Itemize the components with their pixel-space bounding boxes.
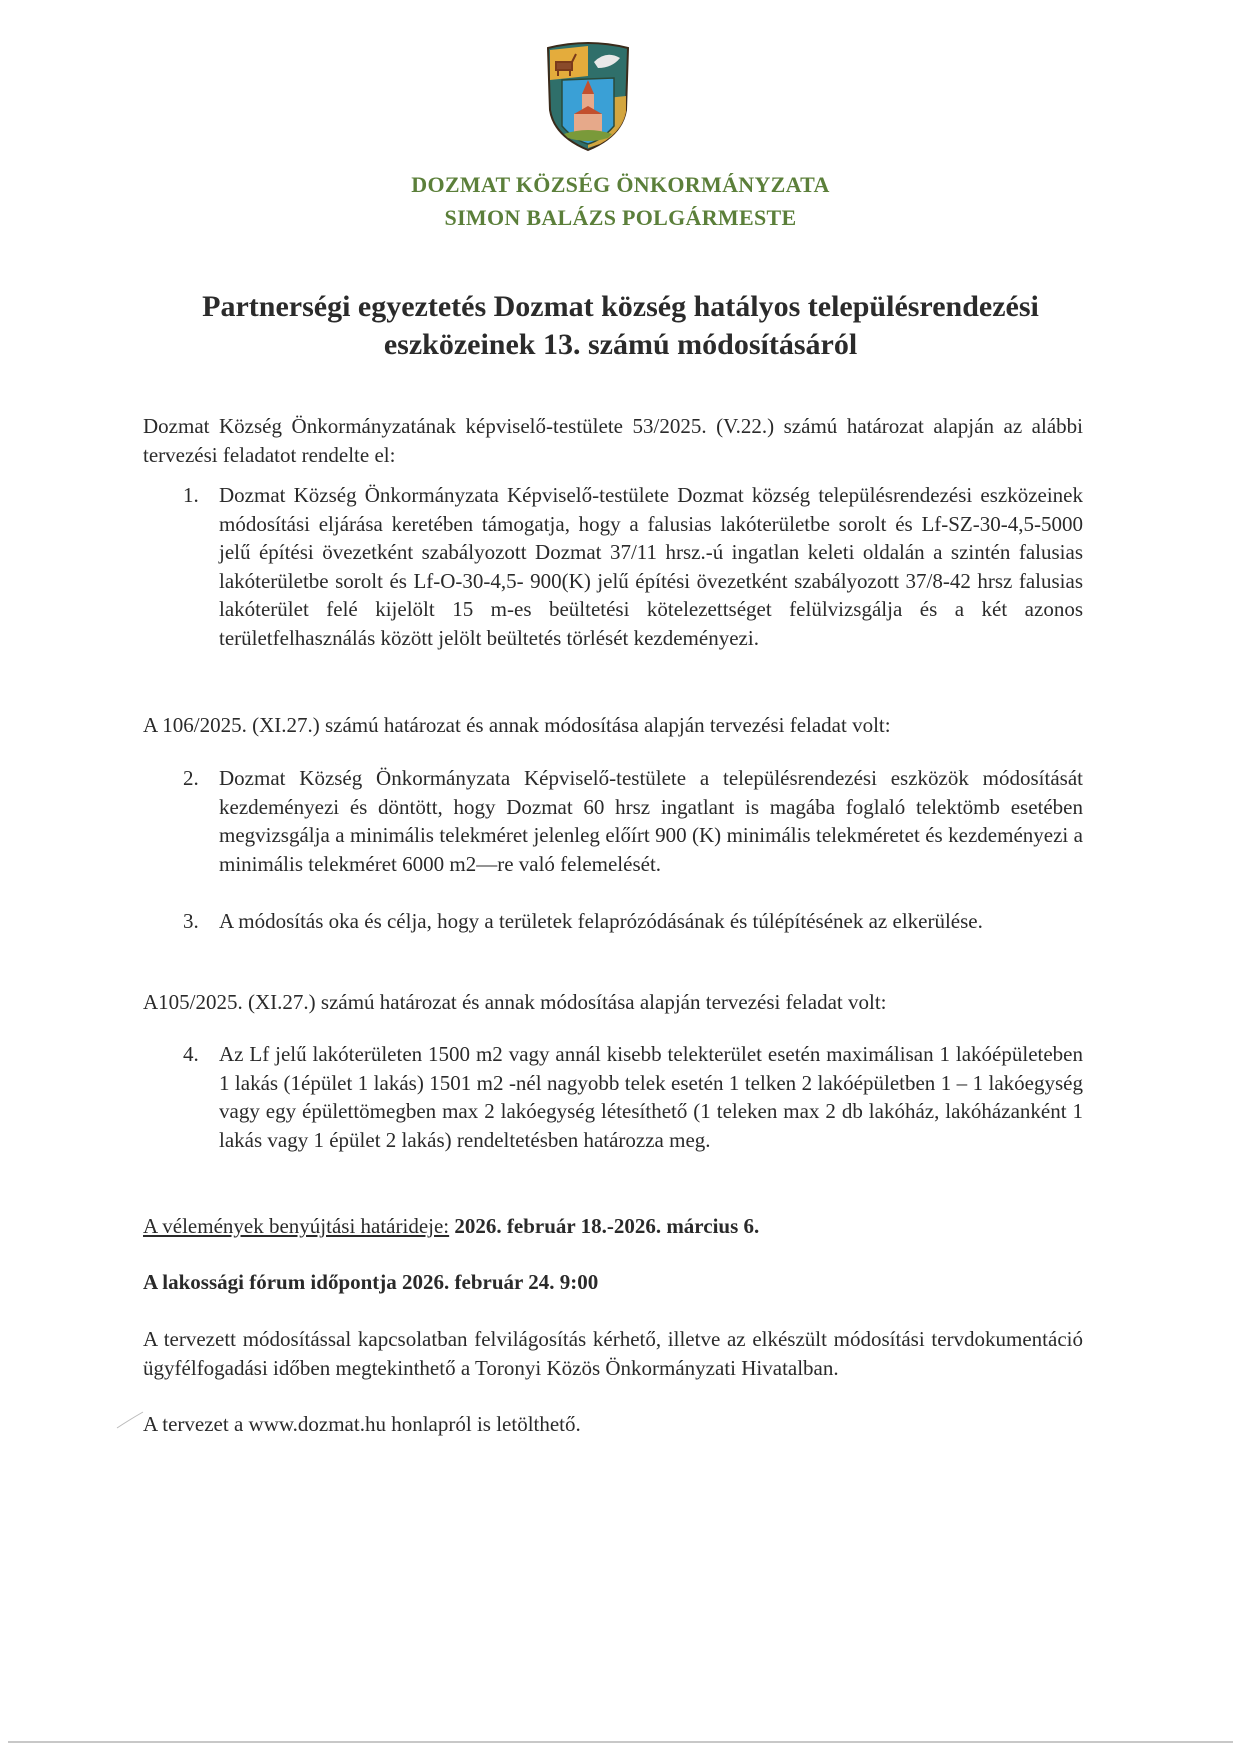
deadline-line — [143, 1212, 1083, 1241]
list-text: A módosítás oka és célja, hogy a területek felaprózódásának és túlépítésének az elkerülése. — [219, 909, 983, 933]
list-item — [183, 481, 1083, 652]
list-item — [183, 907, 1083, 936]
list-text: Az Lf jelű lakóterületen 1500 m2 vagy annál kisebb telekterület esetén maximálisan 1 lakóépületeben 1 lakás (1épület 1 lakás) 1501 m2 -nél nagyobb telek esetén 1 telken 2 lakóépületben 1 – 1 lakóegység vagy egy épülettömegben max 2 lakóegység létesíthető (1 teleken max 2 db lakóház, lakóházanként 1 lakás vagy 1 épület 2 lakás) rendeltetésben határozza meg. — [219, 1042, 1083, 1152]
list-number: 1. — [183, 483, 199, 507]
mayor-name: SIMON BALÁZS POLGÁRMESTE — [444, 205, 797, 230]
coat-of-arms-icon — [542, 40, 634, 152]
footer-divider — [8, 1741, 1233, 1743]
deadline-value: 2026. február 18.-2026. március 6. — [454, 1214, 760, 1238]
section2-intro: A 106/2025. (XI.27.) számú határozat és annak módosítása alapján tervezési feladat volt: — [143, 713, 891, 737]
intro-paragraph: Dozmat Község Önkormányzatának képviselő-testülete 53/2025. (V.22.) számú határozat alapján az alábbi tervezési feladatot rendelte el: — [143, 414, 1083, 467]
organization-name: DOZMAT KÖZSÉG ÖNKORMÁNYZATA — [411, 172, 830, 197]
list-number: 4. — [183, 1042, 199, 1066]
title-line-2: eszközeinek 13. számú módosításáról — [383, 328, 858, 361]
title-line-1: Partnerségi egyeztetés Dozmat község hatályos településrendezési — [202, 290, 1039, 323]
forum-date: A lakossági fórum időpontja 2026. február 24. 9:00 — [143, 1270, 599, 1294]
list-text: Dozmat Község Önkormányzata Képviselő-testülete Dozmat község településrendezési eszközeinek módosítási eljárása keretében támogatja, hogy a falusias lakóterületbe sorolt és Lf-SZ-30-4,5-5000 jelű építési övezetként szabályozott Dozmat 37/11 hrsz.-ú ingatlan keleti oldalán a szintén falusias lakóterületbe sorolt és Lf-O-30-4,5- 900(K) jelű építési övezetként szabályozott 37/8-42 hrsz falusias lakóterület felé kijelölt 15 m-es beültetési kötelezettséget felülvizsgálja és a két azonos területfelhasználás között jelölt beültetés törlését kezdeményezi. — [219, 483, 1083, 650]
list-item — [183, 1040, 1083, 1154]
pen-stroke-mark — [115, 1410, 145, 1430]
section3-intro: A105/2025. (XI.27.) számú határozat és annak módosítása alapján tervezési feladat volt: — [143, 990, 887, 1014]
info-paragraph: A tervezett módosítással kapcsolatban felvilágosítás kérhető, illetve az elkészült módosítási tervdokumentáció ügyfélfogadási időben megtekinthető a Toronyi Közös Önkormányzati Hivatalban. — [143, 1327, 1083, 1380]
list-item — [183, 764, 1083, 878]
list-number: 2. — [183, 766, 199, 790]
download-line: A tervezet a www.dozmat.hu honlapról is letölthető. — [143, 1412, 581, 1436]
list-text: Dozmat Község Önkormányzata Képviselő-testülete a településrendezési eszközök módosítását kezdeményezi és döntött, hogy Dozmat 60 hrsz ingatlant is magába foglaló telektömb esetében megvizsgálja a minimális telekméret jelenleg előírt 900 (K) minimális telekméretet és kezdeményezi a minimális telekméret 6000 m2—re való felemelését. — [219, 766, 1083, 876]
deadline-label: A vélemények benyújtási határideje: — [143, 1214, 450, 1238]
list-number: 3. — [183, 909, 199, 933]
document-title — [0, 288, 1241, 364]
